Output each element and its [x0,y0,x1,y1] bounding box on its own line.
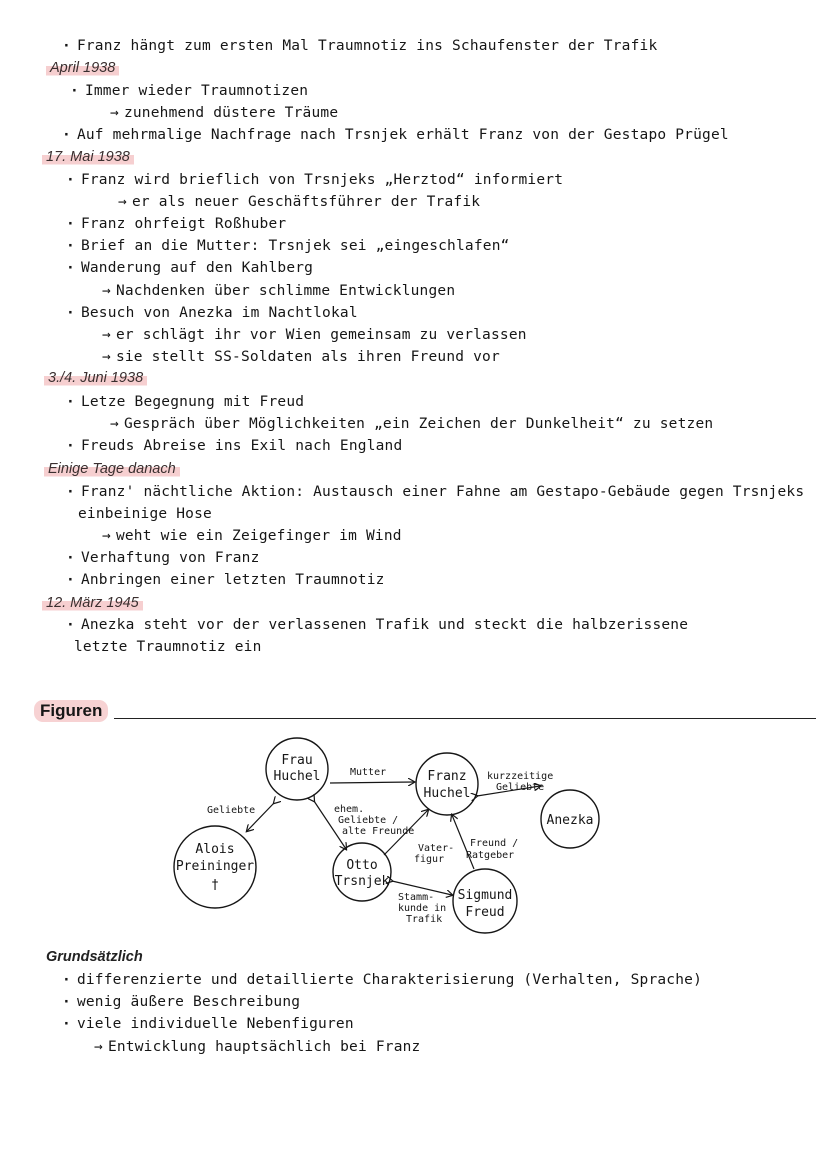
edge-label: Geliebte [496,782,545,793]
edge-label: Mutter [350,767,387,778]
edge-mutter [330,782,414,783]
note-line: · Wanderung auf den Kahlberg [66,258,313,278]
note-line: · Franz hängt zum ersten Mal Traumnotiz ins Schaufenster der Trafik [62,36,657,56]
date-label: April 1938 [46,59,119,77]
note-line: · Franz' nächtliche Aktion: Austausch einer Fahne am Gestapo-Gebäude gegen Trsnjeks [66,482,804,502]
date-label: Einige Tage danach [44,460,180,478]
note-line: · Anezka steht vor der verlassenen Trafik und steckt die halbzerissene [66,615,688,635]
node-label: † [211,878,219,893]
note-line: → Nachdenken über schlimme Entwicklungen [102,281,455,301]
note-line: · Franz ohrfeigt Roßhuber [66,214,286,234]
node-label: Freud [465,905,505,920]
node-label: Huchel [423,786,471,801]
section-heading-figuren: Figuren [34,700,108,722]
note-line: → er als neuer Geschäftsführer der Trafik [118,192,480,212]
node-label: Anezka [546,813,594,828]
node-label: Huchel [273,769,321,784]
date-label: 3./4. Juni 1938 [44,369,147,387]
note-line: → zunehmend düstere Träume [110,103,338,123]
note-line: · Brief an die Mutter: Trsnjek sei „eingeschlafen“ [66,236,510,256]
note-line: · Letze Begegnung mit Freud [66,392,304,412]
node-label: Trsnjek [334,874,390,889]
note-line: · Franz wird brieflich von Trsnjeks „Herztod“ informiert [66,170,563,190]
note-line: einbeinige Hose [78,506,212,522]
edge-label: kunde in [398,903,447,914]
note-line: letzte Traumnotiz ein [74,639,262,655]
note-line: → weht wie ein Zeigefinger im Wind [102,526,402,546]
note-line: · Auf mehrmalige Nachfrage nach Trsnjek erhält Franz von der Gestapo Prügel [62,125,729,145]
edge-label: Trafik [406,914,443,925]
note-line: · Verhaftung von Franz [66,548,260,568]
note-line: → er schlägt ihr vor Wien gemeinsam zu verlassen [102,325,527,345]
edge-label: kurzzeitige [487,771,554,782]
edge-label: Geliebte / [338,815,399,826]
edge-label: alte Freunde [342,826,415,837]
note-line: · Anbringen einer letzten Traumnotiz [66,570,385,590]
subheading-grundsaetzlich: Grundsätzlich [46,949,143,965]
list-item: · wenig äußere Beschreibung [62,992,300,1012]
edge-label: Stamm- [398,892,435,903]
edge-label: Freund / [470,838,519,849]
node-label: Otto [346,858,378,873]
note-line: → Gespräch über Möglichkeiten „ein Zeichen der Dunkelheit“ zu setzen [110,414,713,434]
note-line: → sie stellt SS-Soldaten als ihren Freund vor [102,347,500,367]
edge-label: figur [414,854,445,865]
note-line: · Besuch von Anezka im Nachtlokal [66,303,358,323]
edge-label: Vater- [418,843,455,854]
list-item: · differenzierte und detaillierte Charakterisierung (Verhalten, Sprache) [62,970,702,990]
node-label: Alois [195,842,235,857]
node-label: Preininger [175,859,255,874]
edge-label: Ratgeber [466,850,515,861]
list-item: · viele individuelle Nebenfiguren [62,1014,354,1034]
node-franz-huchel [416,753,478,815]
date-label: 17. Mai 1938 [42,148,134,166]
note-line: · Freuds Abreise ins Exil nach England [66,436,402,456]
edge-label: Geliebte [207,805,256,816]
node-label: Frau [281,753,313,768]
node-label: Sigmund [457,888,513,903]
edge-label: ehem. [334,804,365,815]
list-item: → Entwicklung hauptsächlich bei Franz [94,1037,420,1057]
note-line: · Immer wieder Traumnotizen [70,81,308,101]
node-label: Franz [427,769,467,784]
date-label: 12. März 1945 [42,594,143,612]
